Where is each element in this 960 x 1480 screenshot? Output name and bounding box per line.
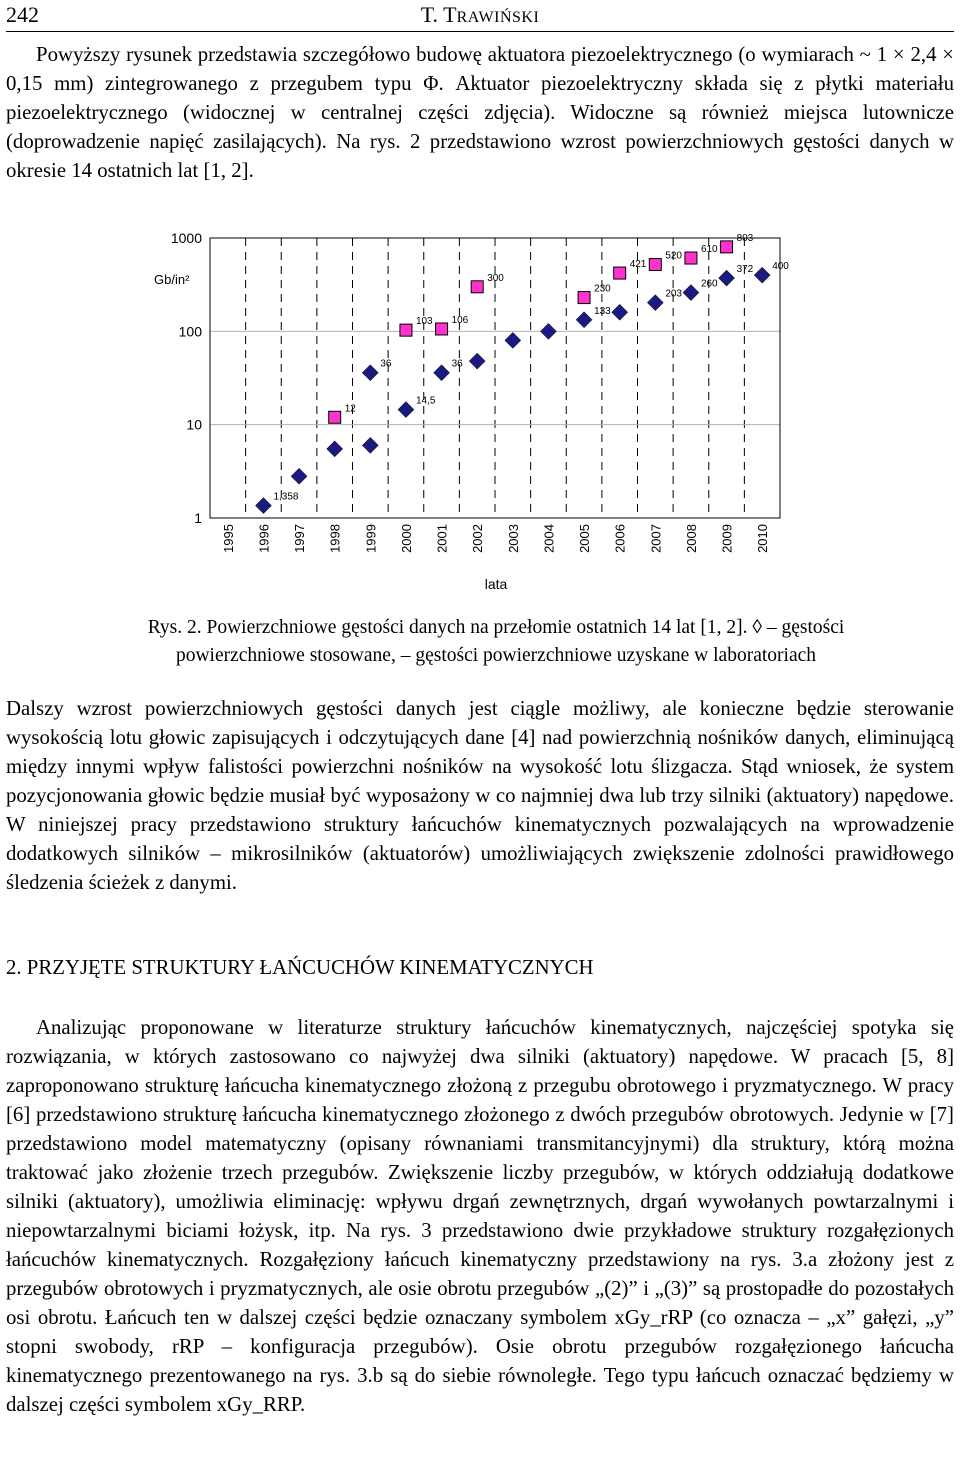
data-label: 520 [665,250,682,262]
x-tick-label: 2008 [683,524,699,553]
square-marker [685,252,697,264]
square-marker [436,323,448,335]
paragraph-structures: Analizując proponowane w literaturze struktury łańcuchów kinematycznych, najczęściej spotyka się rozwiązania, w których zastosowano co najwyżej dwa silniki (aktuatory) napędowe. W pracach [5, 8] zaproponowano strukturę łańcucha kinematycznego złożoną z przegubu obrotowego i pryzmatycznego. W pracy [6] przedstawiono strukturę łańcucha kinematycznego złożonego z dwóch przegubów obrotowych. Jedynie w [7] przedstawiono model matematyczny (opisany równaniami transmitancyjnymi) dla struktury, którą można traktować jako złożenie trzech przegubów. Zwiększenie liczby przegubów, w których oddziałują dodatkowe silniki (aktuatory), umożliwia eliminację: wpływu drgań zewnętrznych, drgań wywołanych powtarzalnymi i niepowtarzalnymi biciami łożysk, itp. Na rys. 3 przedstawiono dwie przykładowe struktury rozgałęzionych łańcuchów kinematycznych. Rozgałęziony łańcuch kinematyczny przedstawiony na rys. 3.a złożony jest z przegubów obrotowych i pryzmatycznych, ale osie obrotu przegubów „(2)” i „(3)” są prostopadłe do pozostałych osi obrotu. Łańcuch ten w dalszej części będzie oznaczany symbolem xGy_rRP (co oznacza – „x” gałęzi, „y” stopni swobody, rRP – konfiguracja przegubów). Osie obrotu przegubów rozgałęzionego łańcucha kinematycznego prezentowanego na rys. 3.b są do siebie równoległe. Tego typu łańcuch oznaczać będziemy w dalszej części symbolem xGy_RRP. [6,1016,954,1416]
y-tick-label: 10 [186,416,202,433]
x-tick-label: 2006 [612,524,628,553]
x-axis-label: lata [484,576,508,592]
x-tick-label: 2010 [755,524,771,553]
data-label: 203 [665,288,682,300]
square-marker [400,324,412,336]
diamond-marker [398,402,414,418]
data-label: 133 [594,305,611,317]
data-label: 230 [594,283,611,295]
data-label: 106 [451,314,469,326]
x-tick-label: 2007 [648,524,664,553]
diamond-marker [719,270,735,286]
data-label: 12 [344,403,356,415]
data-label: 14,5 [415,395,436,407]
diamond-marker [683,285,699,301]
square-marker [471,281,483,293]
y-tick-label: 1000 [170,230,202,246]
x-tick-label: 2009 [719,524,735,553]
square-marker [721,241,733,253]
diamond-marker [505,332,521,348]
x-tick-label: 1997 [292,524,308,553]
diamond-marker [576,312,592,328]
chart-marks [255,233,789,514]
data-label: 103 [415,316,433,328]
x-tick-label: 1999 [363,524,379,553]
square-marker [649,259,661,271]
data-label: 610 [700,244,718,256]
section-heading: 2. PRZYJĘTE STRUKTURY ŁAŃCUCHÓW KINEMATYCZNYCH [6,956,594,979]
data-label: 803 [736,232,754,244]
x-tick-label: 2003 [505,524,521,553]
y-tick-label: 100 [178,323,202,340]
y-tick-label: 1 [194,510,202,526]
running-head-name: RAWIŃSKI [456,9,540,26]
diamond-marker [362,365,378,381]
diamond-marker [291,468,307,484]
diamond-marker [754,267,770,283]
paragraph-intro: Powyższy rysunek przedstawia szczegółowo budowę aktuatora piezoelektrycznego (o wymiarach ~ 1 × 2,4 × 0,15 mm) zintegrowanego z przegubem typu Φ. Aktuator piezoelektryczny składa się z płytki materiału piezoelektrycznego (widocznej w centralnej części zdjęcia). Widoczne są również miejsca lutownicze (doprowadzenie napięć zasilających). Na rys. 2 przedstawiono wzrost powierzchniowych gęstości danych w okresie 14 ostatnich lat [1, 2]. [6,43,954,182]
areal-density-chart [150,226,800,600]
data-label: 260 [700,278,718,290]
data-label: 1,358 [273,491,299,503]
figure-caption: Rys. 2. Powierzchniowe gęstości danych na przełomie ostatnich 14 lat [1, 2]. ◊ – gęstości powierzchniowe stosowane, – gęstości powierzchniowe uzyskane w laboratoriach [147,617,845,666]
data-label: 421 [629,259,647,271]
data-label: 36 [451,358,463,370]
data-label: 300 [487,272,504,284]
x-tick-label: 1995 [220,524,236,553]
x-tick-label: 2005 [577,524,593,553]
x-tick-label: 1998 [327,524,343,553]
data-label: 400 [772,261,789,273]
header-rule [6,31,954,32]
diamond-marker [647,295,663,311]
x-tick-label: 2004 [541,524,557,553]
running-head-initial: T. T [420,2,457,27]
x-tick-label: 1996 [256,524,272,553]
page-number: 242 [6,2,39,27]
paragraph-motivation: Dalszy wzrost powierzchniowych gęstości danych jest ciągle możliwy, ale konieczne będzie sterowanie wysokością lotu głowic zapisujących i odczytujących dane [4] nad powierzchnią nośników danych, eliminującą między innymi wpływ falistości powierzchni nośników na wysokość lotu ślizgacza. Stąd wniosek, że system pozycjonowania głowic będzie musiał być wyposażony w co najmniej dwa lub trzy silniki (aktuatory) napędowe. W niniejszej pracy przedstawiono struktury łańcuchów kinematycznych pozwalających na wprowadzenie dodatkowych silników – mikrosilników (aktuatorów) umożliwiających zwiększenie zdolności prawidłowego śledzenia ścieżek z danymi. [6,697,954,894]
x-tick-label: 2001 [434,524,450,553]
data-label: 372 [736,264,754,276]
square-marker [614,267,626,279]
x-tick-label: 2000 [398,524,414,553]
diamond-marker [540,323,556,339]
page-header [6,0,954,34]
chart-svg [150,226,800,600]
data-label: 36 [380,358,392,370]
diamond-marker [434,365,450,381]
x-tick-label: 2002 [470,524,486,553]
diamond-marker [362,437,378,453]
diamond-marker [469,353,485,369]
running-head [6,2,954,28]
square-marker [578,292,590,304]
diamond-marker [612,304,628,320]
square-marker [329,411,341,423]
diamond-marker [255,498,271,514]
y-axis-label: Gb/in² [154,272,190,287]
diamond-marker [327,441,343,457]
